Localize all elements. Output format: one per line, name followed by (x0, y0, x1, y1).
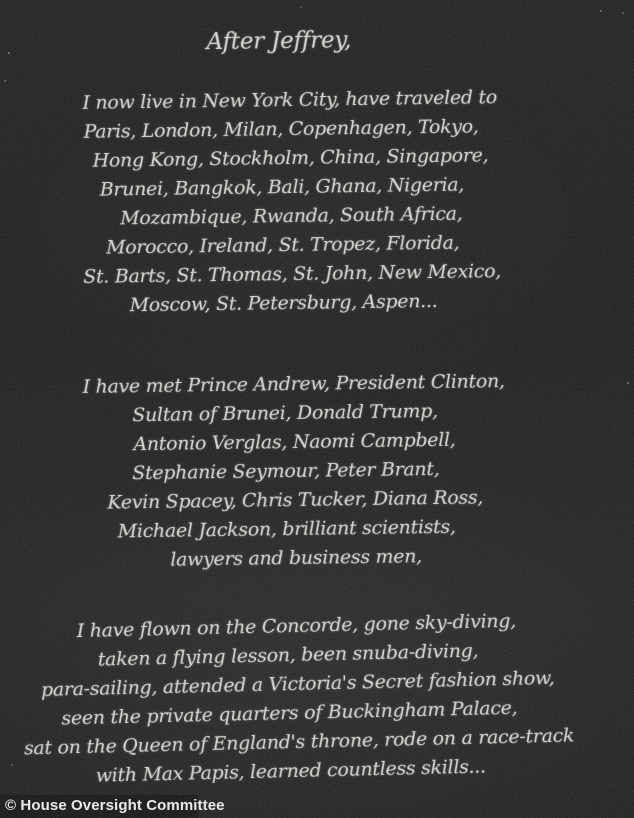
watermark-credit: © House Oversight Committee (5, 797, 225, 814)
text-line: Stephanie Seymour, Peter Brant, (132, 457, 440, 485)
paragraph-travels (0, 82, 579, 322)
text-line: sat on the Queen of England's throne, rode on a race-track (23, 724, 575, 760)
text-line: Antonio Verglas, Naomi Campbell, (133, 428, 456, 456)
text-line: Hong Kong, Stockholm, China, Singapore, (92, 144, 489, 172)
text-line: Moscow, St. Petersburg, Aspen... (129, 289, 438, 317)
text-line: lawyers and business men, (170, 545, 423, 571)
text-line: Michael Jackson, brilliant scientists, (117, 515, 456, 543)
text-line: I have flown on the Concorde, gone sky-diving, (76, 609, 517, 643)
paragraph-people-met (0, 366, 582, 577)
text-line: Kevin Spacey, Chris Tucker, Diana Ross, (107, 486, 484, 514)
text-line: St. Barts, St. Thomas, St. John, New Mexico, (83, 260, 502, 288)
text-line: Brunei, Bangkok, Bali, Ghana, Nigeria, (99, 173, 465, 201)
text-line: Morocco, Ireland, St. Tropez, Florida, (105, 231, 460, 259)
text-line: with Max Papis, learned countless skills... (95, 755, 486, 787)
text-line: seen the private quarters of Buckingham Palace, (61, 696, 518, 730)
text-line: Mozambique, Rwanda, South Africa, (120, 202, 463, 230)
page-title: After Jeffrey, (206, 27, 352, 56)
text-line: I now live in New York City, have traveled to (82, 86, 498, 114)
paragraph-experiences (2, 605, 586, 793)
text-line: Paris, London, Milan, Copenhagen, Tokyo, (83, 115, 479, 143)
text-line: para-sailing, attended a Victoria's Secret fashion show, (40, 666, 555, 701)
text-line: I have met Prince Andrew, President Clinton, (82, 370, 505, 398)
text-line: taken a flying lesson, been snuba-diving, (97, 639, 479, 671)
text-line: Sultan of Brunei, Donald Trump, (132, 399, 438, 427)
